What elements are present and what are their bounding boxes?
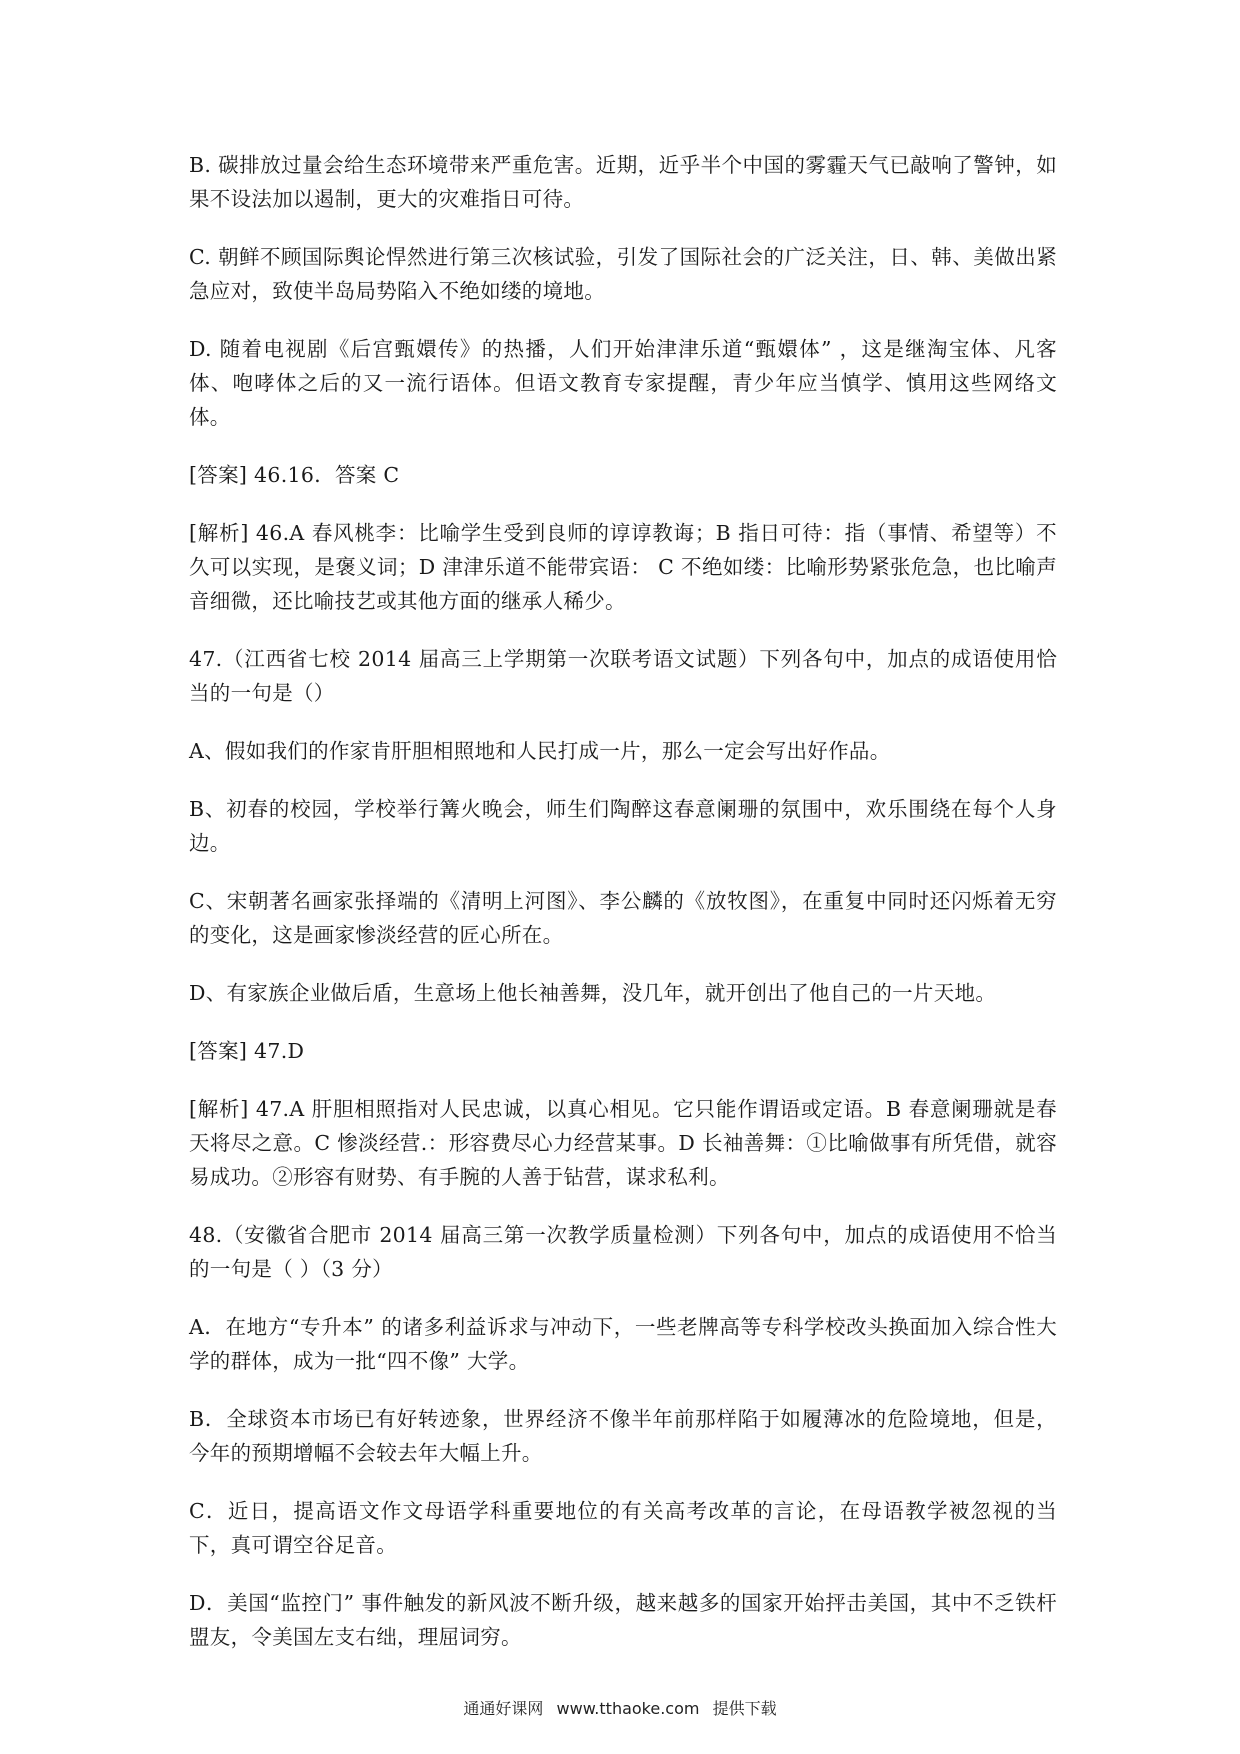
option-b-paragraph: B. 碳排放过量会给生态环境带来严重危害。近期，近乎半个中国的雾霾天气已敲响了警钟，如果不设法加以遏制，更大的灾难指日可待。 xyxy=(189,153,1057,211)
q48-option-c: C．近日，提高语文作文母语学科重要地位的有关高考改革的言论，在母语教学被忽视的当下，真可谓空谷足音。 xyxy=(189,1499,1057,1557)
analysis-47: [解析] 47.A 肝胆相照指对人民忠诚，以真心相见。它只能作谓语或定语。B 春意阑珊就是春天将尽之意。C 惨淡经营.：形容费尽心力经营某事。D 长袖善舞：①比喻做事有所凭借，就容易成功。②形容有财势、有手腕的人善于钻营，谋求私利。 xyxy=(189,1097,1057,1189)
q47-option-b: B、初春的校园，学校举行篝火晚会，师生们陶醉这春意阑珊的氛围中，欢乐围绕在每个人身边。 xyxy=(189,797,1057,855)
question-48: 48.（安徽省合肥市 2014 届高三第一次教学质量检测）下列各句中，加点的成语使用不恰当的一句是（ ）（3 分） xyxy=(189,1223,1057,1281)
q47-option-c: C、宋朝著名画家张择端的《清明上河图》、李公麟的《放牧图》，在重复中同时还闪烁着无穷的变化，这是画家惨淡经营的匠心所在。 xyxy=(189,889,1057,947)
question-47: 47.（江西省七校 2014 届高三上学期第一次联考语文试题）下列各句中，加点的成语使用恰当的一句是（） xyxy=(189,647,1057,705)
analysis-46: [解析] 46.A 春风桃李：比喻学生受到良师的谆谆教诲；B 指日可待：指（事情、希望等）不久可以实现，是褒义词；D 津津乐道不能带宾语： C 不绝如缕：比喻形势紧张危急，也比喻声音细微，还比喻技艺或其他方面的继承人稀少。 xyxy=(189,521,1057,613)
q47-option-d: D、有家族企业做后盾，生意场上他长袖善舞，没几年，就开创出了他自己的一片天地。 xyxy=(189,981,997,1005)
answer-47: [答案] 47.D xyxy=(189,1039,305,1063)
page-footer xyxy=(0,1696,1240,1719)
footer-url: www.tthaoke.com xyxy=(556,1699,700,1718)
q48-option-b: B．全球资本市场已有好转迹象，世界经济不像半年前那样陷于如履薄冰的危险境地，但是，今年的预期增幅不会较去年大幅上升。 xyxy=(189,1407,1057,1465)
option-c-paragraph: C. 朝鲜不顾国际舆论悍然进行第三次核试验，引发了国际社会的广泛关注，日、韩、美做出紧急应对，致使半岛局势陷入不绝如缕的境地。 xyxy=(189,245,1057,303)
footer-site-name: 通通好课网 xyxy=(463,1699,544,1718)
answer-46: [答案] 46.16．答案 C xyxy=(189,463,400,487)
option-d-paragraph: D. 随着电视剧《后宫甄嬛传》的热播，人们开始津津乐道“甄嬛体” ，这是继淘宝体、凡客体、咆哮体之后的又一流行语体。但语文教育专家提醒，青少年应当慎学、慎用这些网络文体。 xyxy=(189,337,1057,429)
document-body xyxy=(189,148,1057,1678)
q48-option-a: A．在地方“专升本” 的诸多利益诉求与冲动下，一些老牌高等专科学校改头换面加入综合性大学的群体，成为一批“四不像” 大学。 xyxy=(189,1315,1057,1373)
q48-option-d: D．美国“监控门” 事件触发的新风波不断升级，越来越多的国家开始抨击美国，其中不乏铁杆盟友，令美国左支右绌，理屈词穷。 xyxy=(189,1591,1057,1649)
footer-note: 提供下载 xyxy=(712,1699,777,1718)
q47-option-a: A、假如我们的作家肯肝胆相照地和人民打成一片，那么一定会写出好作品。 xyxy=(189,739,891,763)
